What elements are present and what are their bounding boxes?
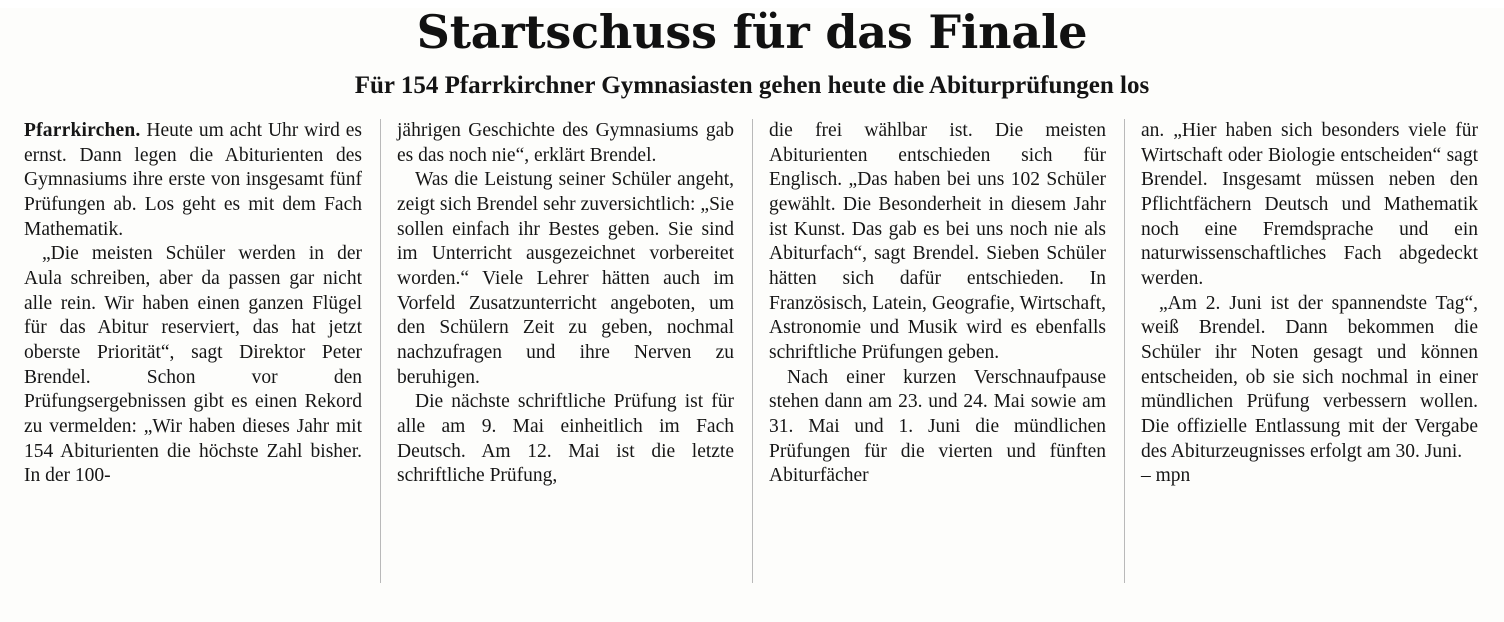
article-columns [8,119,1496,583]
article-subheadline: Für 154 Pfarrkirchner Gymnasiasten gehen heute die Abiturprüfungen los [354,72,1150,100]
article-signoff: – mpn [1141,465,1191,487]
article-paragraph: an. „Hier haben sich besonders viele für Wirtschaft oder Biologie entscheiden“ sagt Brendel. Insgesamt müssen neben den Pflichtfächern Deutsch und Mathematik noch eine Fremdsprache und ein naturwissenschaftliches Fach abgedeckt werden. [1141,120,1478,289]
page-title: Startschuss für das Finale [416,5,1088,59]
article-column-3 [752,119,1124,583]
article-paragraph: „Am 2. Juni ist der spannendste Tag“, weiß Brendel. Dann bekommen die Schüler ihr Noten gesagt und können entscheiden, ob sie sich nochmal in einer mündlichen Prüfung verbessern wollen. Die offizielle Entlassung mit der Vergabe des Abiturzeugnisses erfolgt am 30. Juni. [1141,292,1478,462]
newspaper-article-page [0,5,1504,622]
article-paragraph [24,119,362,242]
article-column-4 [1124,119,1496,583]
dateline: Pfarrkirchen. [24,120,141,142]
article-paragraph: Nach einer kurzen Verschnaufpause stehen dann am 23. und 24. Mai sowie am 31. Mai und 1. Juni die mündlichen Prüfungen für die vierten und fünften Abiturfächer [769,366,1106,487]
article-paragraph: Was die Leistung seiner Schüler angeht, zeigt sich Brendel sehr zuversichtlich: „Sie sollen einfach ihr Bestes geben. Sie sind im Unterricht ausgezeichnet vorbereitet worden.“ Viele Lehrer hätten auch im Vorfeld Zusatzunterricht angeboten, um den Schülern Zeit zu geben, nochmal nachzufragen und ihre Nerven zu beruhigen. [397,169,734,388]
paragraph-text: Heute um acht Uhr wird es ernst. Dann legen die Abiturienten des Gymnasiums ihre erste von insgesamt fünf Prüfungen ab. Los geht es mit dem Fach Mathematik. [24,120,362,240]
article-column-1 [8,119,380,583]
article-paragraph: „Die meisten Schüler werden in der Aula schreiben, aber da passen gar nicht alle rein. Wir haben einen ganzen Flügel für das Abitur reserviert, das hat jetzt oberste Priorität“, sagt Direktor Peter Brendel. Schon vor den Prüfungsergebnissen gibt es einen Rekord zu vermelden: „Wir haben dieses Jahr mit 154 Abiturienten die höchste Zahl bisher. In der 100- [24,243,362,487]
article-paragraph: Die nächste schriftliche Prüfung ist für alle am 9. Mai einheitlich im Fach Deutsch. Am 12. Mai ist die letzte schriftliche Prüfung, [397,391,734,487]
article-column-2 [380,119,752,583]
article-paragraph: die frei wählbar ist. Die meisten Abiturienten entschieden sich für Englisch. „Das haben bei uns 102 Schüler gewählt. Die Besonderheit in diesem Jahr ist Kunst. Das gab es bei uns noch nie als Abiturfach“, sagt Brendel. Sieben Schüler hätten sich dafür entschieden. In Französisch, Latein, Geografie, Wirtschaft, Astronomie und Musik wird es ebenfalls schriftliche Prüfungen geben. [769,120,1106,363]
article-paragraph: jährigen Geschichte des Gymnasiums gab es das noch nie“, erklärt Brendel. [397,120,734,166]
